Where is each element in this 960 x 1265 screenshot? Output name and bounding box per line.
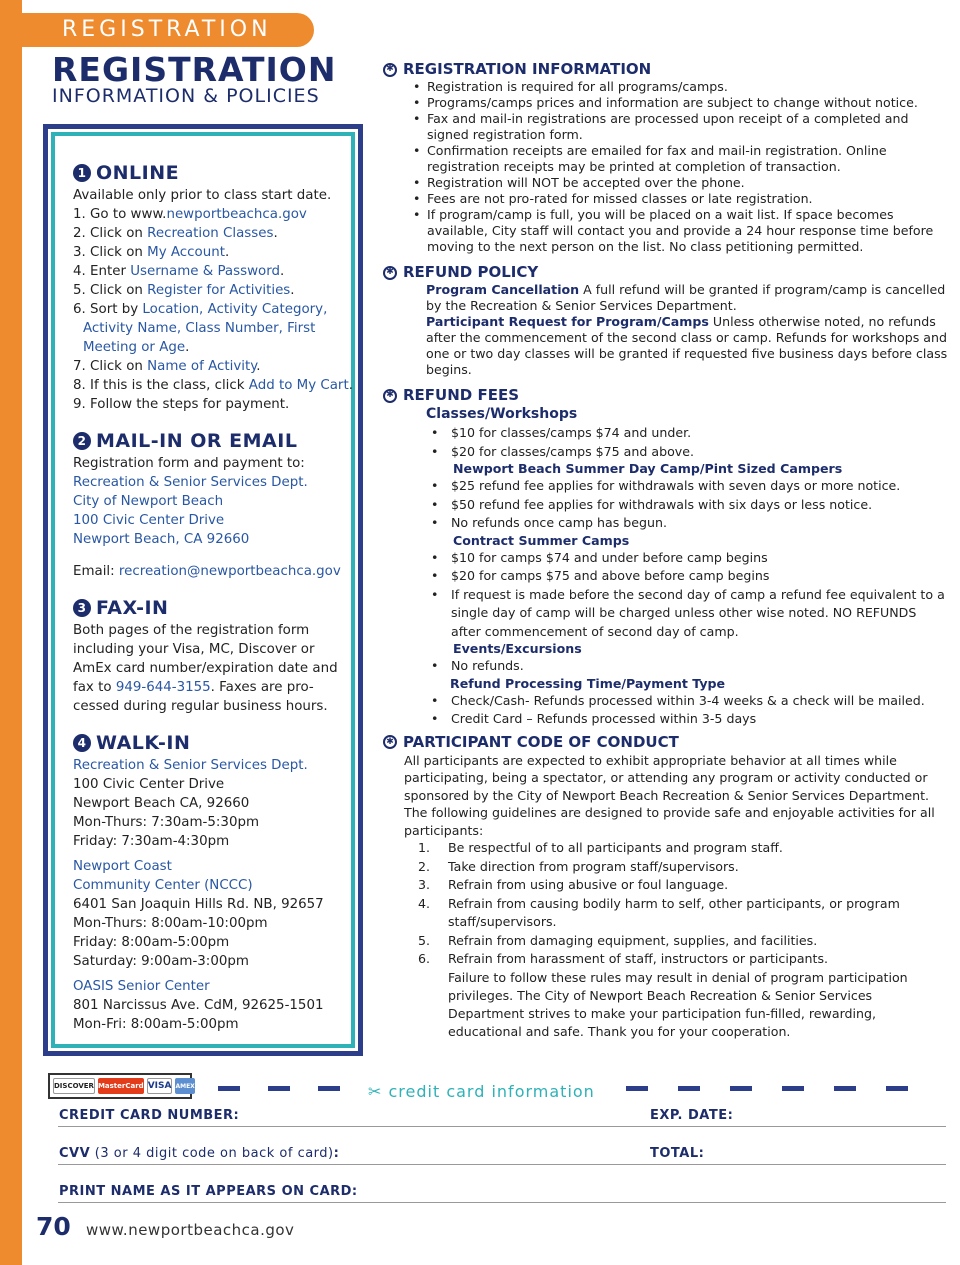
divider-dash xyxy=(218,1086,240,1091)
scissors-icon: ✂ xyxy=(368,1082,383,1101)
star-bullet-icon: ✱ xyxy=(383,735,397,749)
walk-in-heading: 4 WALK-IN xyxy=(73,730,358,756)
registration-info-heading: ✱ REGISTRATION INFORMATION xyxy=(383,60,948,79)
registration-info-list: • Registration is required for all programs/camps. • Programs/camps prices and information are subject to change without notice. • Fax and mail-in registrations are processed upon receipt of a completed and signed registration form. • Confirmation receipts are emailed for fax and mail-in registration. Online registration receipts may be printed at completion of transaction. • Registration will NOT be accepted over the phone. • Fees are not pro-rated for missed classes or late registration. • If program/camp is full, you will be placed on a wait list. If space becomes available, City staff will contact you and provide a 24 hour response time before moving to the next person on the list. No class petitioning permitted. xyxy=(411,79,948,255)
divider-dash xyxy=(626,1086,648,1091)
refund-policy-p2: Participant Request for Program/Camps Unless otherwise noted, no refunds after the commencement of the second class or camp. Refunds for workshops and one or two day classes will be granted if requested five business days before class begins. xyxy=(426,314,948,377)
online-step-6: 6. Sort by Location, Activity Category, xyxy=(73,302,328,317)
online-step-7: 7. Click on Name of Activity. xyxy=(73,359,261,374)
divider-dash xyxy=(318,1086,340,1091)
email-line: Email: recreation@newportbeachca.gov xyxy=(73,564,341,579)
website-link[interactable]: newportbeachca.gov xyxy=(166,207,307,222)
online-heading: 1 ONLINE xyxy=(73,160,358,186)
number-3-icon: 3 xyxy=(73,599,91,617)
online-step-5: 5. Click on Register for Activities. xyxy=(73,283,295,298)
refund-policy-heading: ✱ REFUND POLICY xyxy=(383,263,948,282)
divider-dash xyxy=(730,1086,752,1091)
footer-url[interactable]: www.newportbeachca.gov xyxy=(86,1221,295,1239)
print-name-label: PRINT NAME AS IT APPEARS ON CARD: xyxy=(59,1184,358,1199)
mail-heading: 2 MAIL-IN OR EMAIL xyxy=(73,428,358,454)
section-tab: REGISTRATION xyxy=(22,13,314,47)
card-number-field[interactable] xyxy=(58,1126,946,1127)
fax-heading: 3 FAX-IN xyxy=(73,595,358,621)
mastercard-logo-icon: MasterCard xyxy=(98,1078,144,1094)
amex-logo-icon: AMEX xyxy=(175,1078,194,1094)
refund-fees-heading: ✱ REFUND FEES xyxy=(383,386,948,405)
divider-dash xyxy=(268,1086,290,1091)
number-4-icon: 4 xyxy=(73,734,91,752)
print-name-field[interactable] xyxy=(58,1202,946,1203)
credit-card-title: ✂ credit card information xyxy=(368,1082,595,1101)
registration-methods: 1 ONLINE Available only prior to class start date. 1. Go to www.newportbeachca.gov 2. Click on Recreation Classes. 3. Click on My Account. 4. Enter Username & Password. 5. Click on Register for Activities. 6. Sort by Location, Activity Category, Activity Name, Class Number, First Meeting or Age. 7. Click on Name of Activity. 8. If this is the class, click Add to My Cart. 9. Follow the steps for payment. 2 MAIL-IN OR EMAIL Registration form and payment to: Recreation & Senior Services Dept. City of Newport Beach 100 Civic Center Drive Newport Beach, CA 92660 Email: recreation@newportbeachca.gov 3 FAX-IN Both pages of the registration form including your Visa, MC, Discover or AmEx card number/expiration date and fax to 949-644-3155. Faxes are pro- cessed during regular business hours. 4 WALK-IN Recreation & Senior Services Dept. 100 Civic Center Drive Newport Beach CA, 92660 Mon-Thurs: 7:30am-5:30pm Friday: 7:30am-4:30pm Newport Coast Community Center (NCCC) 6401 San Joaquin Hills Rd. NB, 92657 Mon-Thurs: 8:00am-10:00pm Friday: 8:00am-5:00pm Saturday: 9:00am-3:00pm OASIS Senior Center 801 Narcissus Ave. CdM, 92625-1501 Mon-Fri: 8:00am-5:00pm xyxy=(73,152,358,1034)
card-logos xyxy=(48,1073,195,1099)
divider-dash xyxy=(834,1086,856,1091)
online-step-4: 4. Enter Username & Password. xyxy=(73,264,285,279)
divider-dash xyxy=(782,1086,804,1091)
total-label: TOTAL: xyxy=(650,1146,705,1161)
online-step-3: 3. Click on My Account. xyxy=(73,245,230,260)
divider-dash xyxy=(678,1086,700,1091)
mail-address-line: Recreation & Senior Services Dept. xyxy=(73,475,308,490)
policies-column: ✱ REGISTRATION INFORMATION • Registration is required for all programs/camps. • Programs/camps prices and information are subject to change without notice. • Fax and mail-in registrations are processed upon receipt of a completed and signed registration form. • Confirmation receipts are emailed for fax and mail-in registration. Online registration receipts may be printed at completion of transaction. • Registration will NOT be accepted over the phone. • Fees are not pro-rated for missed classes or late registration. • If program/camp is full, you will be placed on a wait list. If space becomes available, City staff will contact you and provide a 24 hour response time before moving to the next person on the list. No class petitioning permitted. ✱ REFUND POLICY Program Cancellation A full refund will be granted if program/camp is cancelled by the Recreation & Senior Services Department. Participant Request for Program/Camps Unless otherwise noted, no refunds after the commencement of the second class or camp. Refunds for workshops and one or two day classes will be granted if requested five business days before class begins. ✱ REFUND FEES Classes/Workshops • $10 for classes/camps $74 and under. • $20 for classes/camps $75 and above. Newport Beach Summer Day Camp/Pint Sized Campers • $25 refund fee applies for withdrawals with seven days or more notice. • $50 refund fee applies for withdrawals with six days or less notice. • No refunds once camp has begun. Contract Summer Camps • $10 for camps $74 and under before camp begins • $20 for camps $75 and above before camp begins • If request is made before the second day of camp a refund fee equivalent to a single day of camp will be charged unless other wise noted. NO REFUNDS after commencement of second day of camp. Events/Excursions • No refunds. Refund Processing Time/Payment Type • Check/Cash- Refunds processed within 3-4 weeks & a check will be mailed. • Credit Card – Refunds processed within 3-5 days ✱ PARTICIPANT CODE OF CONDUCT All participants are expected to exhibit appropriate behavior at all times while participating, being a spectator, or attending any program or activity conducted or sponsored by the City of Newport Beach Recreation & Senior Services Department. The following guidelines are designed to provide safe and enjoyable activities for all participants: 1. Be respectful of to all participants and program staff. 2. Take direction from program staff/supervisors. 3. Refrain from using abusive or foul language. 4. Refrain from causing bodily harm to self, other participants, or program staff/supervisors. 5. Refrain from damaging equipment, supplies, and facilities. 6. Refrain from harassment of staff, instructors or participants. Failure to follow these rules may result in denial of program participation privileges. The City of Newport Beach Recreation & Senior Services Department strives to make your participation fun-filled, rewarding, educational and safe. Thank you for your cooperation. xyxy=(383,56,948,1041)
refund-policy-p1: Program Cancellation A full refund will be granted if program/camp is cancelled by the Recreation & Senior Services Department. xyxy=(426,282,946,313)
star-bullet-icon: ✱ xyxy=(383,389,397,403)
page-subtitle: INFORMATION & POLICIES xyxy=(52,85,320,107)
star-bullet-icon: ✱ xyxy=(383,63,397,77)
star-bullet-icon: ✱ xyxy=(383,266,397,280)
conduct-heading: ✱ PARTICIPANT CODE OF CONDUCT xyxy=(383,733,948,752)
page-number: 70 xyxy=(36,1212,71,1241)
email-link[interactable]: recreation@newportbeachca.gov xyxy=(118,564,341,579)
number-2-icon: 2 xyxy=(73,432,91,450)
page-title: REGISTRATION xyxy=(52,50,337,89)
fax-number: 949-644-3155 xyxy=(115,680,211,695)
card-number-label: CREDIT CARD NUMBER: xyxy=(59,1108,240,1123)
conduct-closing: Failure to follow these rules may result in denial of program participation privileges. The City of Newport Beach Recreation & Senior Services Department strives to make your participation fun-filled, rewarding, educational and safe. Thank you for your cooperation. xyxy=(448,969,908,1039)
orange-side-stripe xyxy=(0,0,22,1265)
visa-logo-icon: VISA xyxy=(147,1078,173,1094)
discover-logo-icon: DISCOVER xyxy=(53,1078,95,1094)
online-step-1: 1. Go to www.newportbeachca.gov xyxy=(73,207,307,222)
cvv-label: CVV (3 or 4 digit code on back of card): xyxy=(59,1146,340,1161)
online-step-8: 8. If this is the class, click Add to My Cart. xyxy=(73,378,353,393)
conduct-intro: All participants are expected to exhibit appropriate behavior at all times while participating, being a spectator, or attending any program or activity conducted or sponsored by the City of Newport Beach Recreation & Senior Services Department. The following guidelines are designed to provide safe and enjoyable activities for all participants: xyxy=(404,752,935,838)
conduct-list: 1. Be respectful of to all participants and program staff. 2. Take direction from program staff/supervisors. 3. Refrain from using abusive or foul language. 4. Refrain from causing bodily harm to self, other participants, or program staff/supervisors. 5. Refrain from damaging equipment, supplies, and facilities. 6. Refrain from harassment of staff, instructors or participants. xyxy=(418,840,900,967)
number-1-icon: 1 xyxy=(73,164,91,182)
exp-date-label: EXP. DATE: xyxy=(650,1108,734,1123)
online-step-9: 9. Follow the steps for payment. xyxy=(73,397,290,412)
online-intro: Available only prior to class start date. xyxy=(73,188,332,203)
divider-dash xyxy=(886,1086,908,1091)
online-step-2: 2. Click on Recreation Classes. xyxy=(73,226,278,241)
cvv-field[interactable] xyxy=(58,1164,946,1165)
